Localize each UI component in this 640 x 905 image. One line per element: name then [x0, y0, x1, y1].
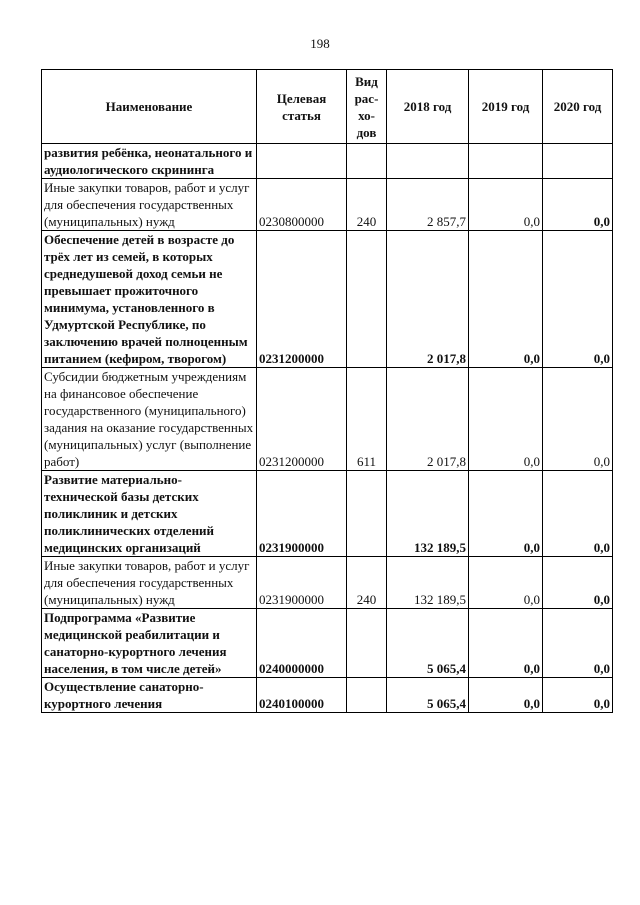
table-row: [42, 179, 613, 231]
row-code: 0240000000: [257, 609, 347, 678]
table-row: [42, 678, 613, 713]
row-name: Развитие материально-технической базы детских поликлиник и детских поликлинических отделений медицинских организаций: [42, 471, 257, 557]
table-row: [42, 231, 613, 368]
row-2019: [469, 144, 543, 179]
row-2019: 0,0: [469, 471, 543, 557]
row-2019: 0,0: [469, 678, 543, 713]
row-2020: [543, 144, 613, 179]
row-2020: 0,0: [543, 678, 613, 713]
row-code: 0231200000: [257, 368, 347, 471]
header-2018: 2018 год: [387, 70, 469, 144]
row-name: развития ребёнка, неонатального и аудиологического скрининга: [42, 144, 257, 179]
row-name: Обеспечение детей в возрасте до трёх лет из семей, в которых среднедушевой доход семьи не превышает прожиточного минимума, установленного в Удмуртской Республике, по заключению врачей полноценным питанием (кефиром, творогом): [42, 231, 257, 368]
row-2019: 0,0: [469, 231, 543, 368]
row-expense-type: 240: [347, 557, 387, 609]
row-code: [257, 144, 347, 179]
row-2019: 0,0: [469, 179, 543, 231]
header-2020: 2020 год: [543, 70, 613, 144]
row-2020: 0,0: [543, 368, 613, 471]
table-row: [42, 609, 613, 678]
table-header-row: [42, 70, 613, 144]
row-2020: 0,0: [543, 471, 613, 557]
page-number: 198: [310, 36, 330, 51]
row-2018: 5 065,4: [387, 609, 469, 678]
row-2018: 132 189,5: [387, 471, 469, 557]
row-2018: 5 065,4: [387, 678, 469, 713]
row-2018: 2 017,8: [387, 368, 469, 471]
header-name: Наименование: [42, 70, 257, 144]
row-2018: 132 189,5: [387, 557, 469, 609]
table-row: [42, 557, 613, 609]
table-row: [42, 368, 613, 471]
row-name: Иные закупки товаров, работ и услуг для обеспечения государственных (муниципальных) нужд: [42, 557, 257, 609]
row-name: Подпрограмма «Развитие медицинской реабилитации и санаторно-курортного лечения населения, в том числе детей»: [42, 609, 257, 678]
row-expense-type: [347, 471, 387, 557]
row-code: 0231900000: [257, 471, 347, 557]
row-2019: 0,0: [469, 609, 543, 678]
row-2018: [387, 144, 469, 179]
row-2019: 0,0: [469, 368, 543, 471]
row-2020: 0,0: [543, 179, 613, 231]
table-row: [42, 471, 613, 557]
row-expense-type: 240: [347, 179, 387, 231]
row-name: Субсидии бюджетным учреждениям на финансовое обеспечение государственного (муниципального) задания на оказание государственных (муниципальных) услуг (выполнение работ): [42, 368, 257, 471]
row-2018: 2 857,7: [387, 179, 469, 231]
row-2019: 0,0: [469, 557, 543, 609]
header-2019: 2019 год: [469, 70, 543, 144]
row-name: Иные закупки товаров, работ и услуг для обеспечения государственных (муниципальных) нужд: [42, 179, 257, 231]
row-code: 0240100000: [257, 678, 347, 713]
table-row: [42, 144, 613, 179]
header-expense-type: Вид рас-хо-дов: [347, 70, 387, 144]
row-name: Осуществление санаторно-курортного лечения: [42, 678, 257, 713]
row-code: 0231200000: [257, 231, 347, 368]
row-expense-type: 611: [347, 368, 387, 471]
row-expense-type: [347, 231, 387, 368]
row-2020: 0,0: [543, 557, 613, 609]
header-target: Целевая статья: [257, 70, 347, 144]
row-code: 0230800000: [257, 179, 347, 231]
row-expense-type: [347, 609, 387, 678]
row-2020: 0,0: [543, 231, 613, 368]
row-code: 0231900000: [257, 557, 347, 609]
row-2020: 0,0: [543, 609, 613, 678]
row-expense-type: [347, 144, 387, 179]
row-2018: 2 017,8: [387, 231, 469, 368]
row-expense-type: [347, 678, 387, 713]
budget-table: [41, 69, 613, 713]
